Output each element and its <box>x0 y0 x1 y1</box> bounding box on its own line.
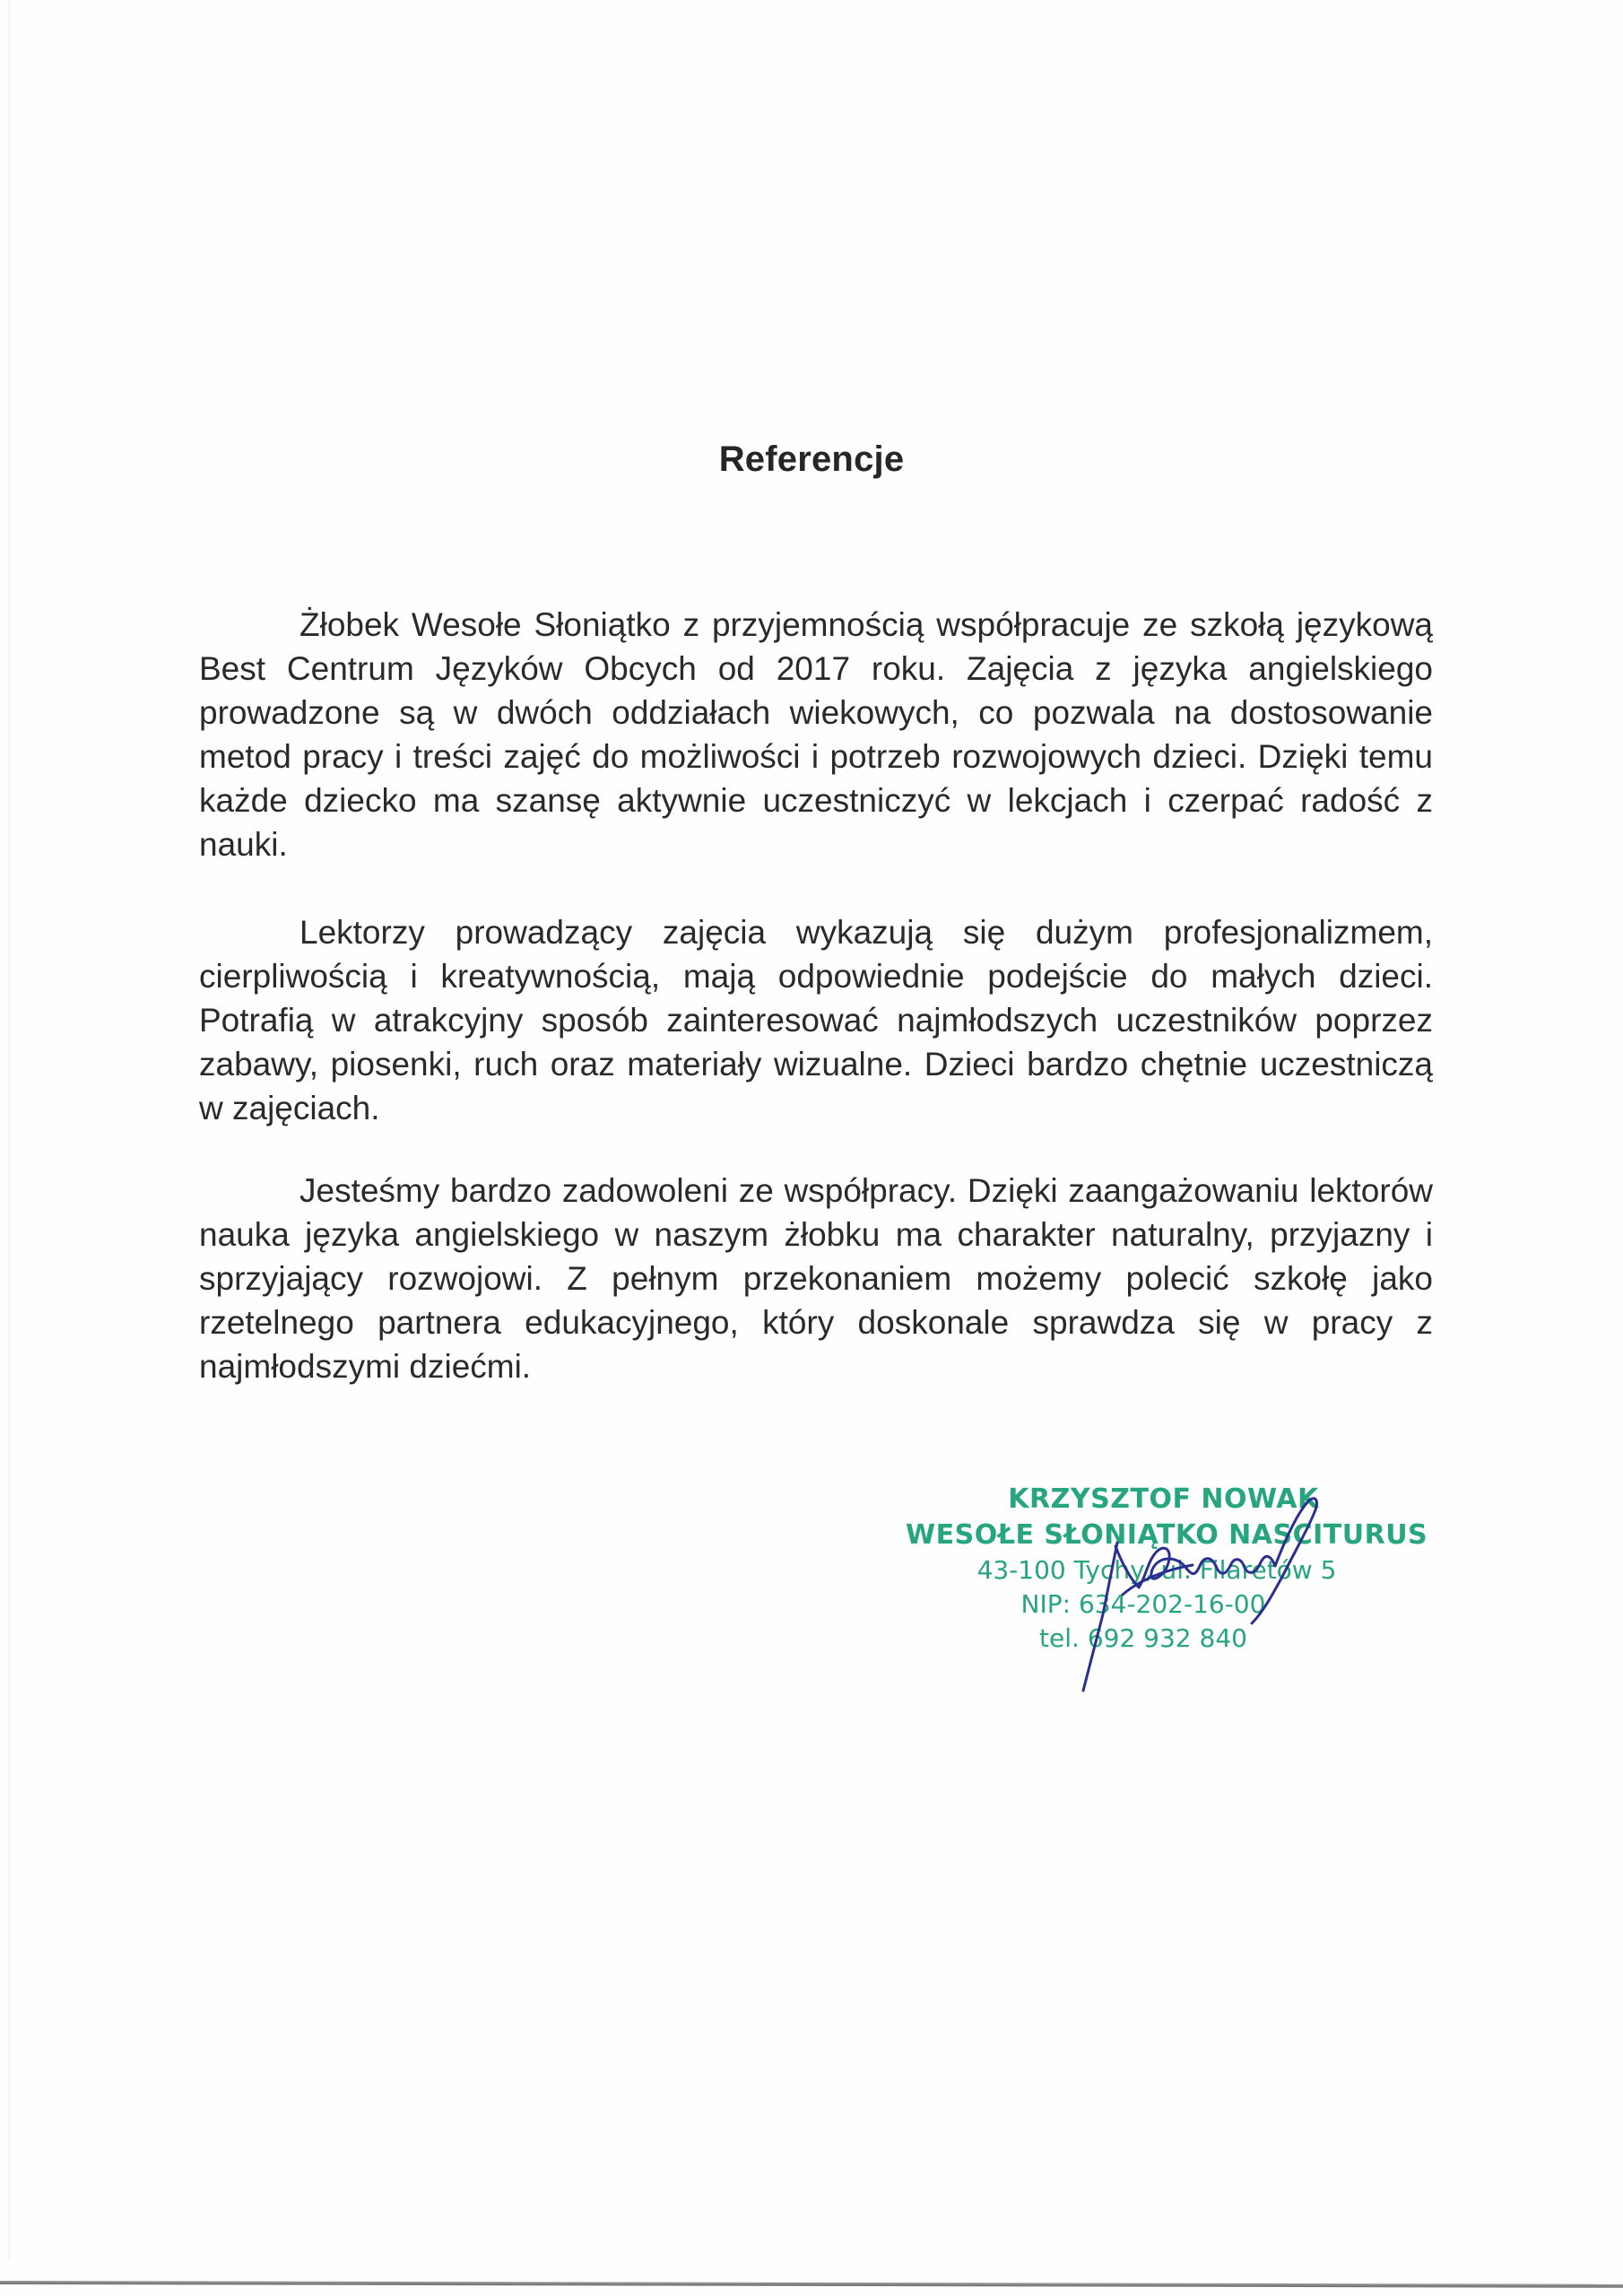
signature-stroke <box>1083 1543 1117 1691</box>
signature-strokes <box>1083 1499 1316 1691</box>
paragraph-2 <box>199 910 1433 1130</box>
stamp-organization: WESOŁE SŁONIĄTKO NASCITURUS <box>906 1519 1428 1551</box>
stamp-nip: NIP: 634-202-16-00 <box>1020 1589 1266 1619</box>
scan-bottom-edge <box>0 2281 1623 2288</box>
document-title: Referencje <box>718 439 905 479</box>
signature-stroke <box>1115 1546 1275 1587</box>
paragraph-text: Żłobek Wesołe Słoniątko z przyjemnością współpracuje ze szkołą językową Best Centrum Języków Obcych od 2017 roku. Zajęcia z języka angielskiego prowadzone są w dwóch oddziałach wiekowych, co pozwala na dostosowanie metod pracy i treści zajęć do możliwości i potrzeb rozwojowych dzieci. Dzięki temu każde dziecko ma szansę aktywnie uczestniczyć w lekcjach i czerpać radość z nauki. <box>199 606 1433 863</box>
scan-edge <box>9 0 10 2260</box>
paragraph-text: Jesteśmy bardzo zadowoleni ze współpracy. Dzięki zaangażowaniu lektorów nauka języka angielskiego w naszym żłobku ma charakter naturalny, przyjazny i sprzyjający rozwojowi. Z pełnym przekonaniem możemy polecić szkołę jako rzetelnego partnera edukacyjnego, który doskonale sprawdza się w pracy z najmłodszymi dziećmi. <box>199 1172 1433 1385</box>
stamp-name: KRZYSZTOF NOWAK <box>1008 1483 1319 1515</box>
stamp-address: 43-100 Tychy, ul. Filaretów 5 <box>976 1555 1337 1585</box>
paragraph-text: Lektorzy prowadzący zajęcia wykazują się dużym profesjonalizmem, cierpliwością i kreatywnością, mają odpowiednie podejście do małych dzieci. Potrafią w atrakcyjny sposób zainteresować najmłodszych uczestników poprzez zabawy, piosenki, ruch oraz materiały wizualne. Dzieci bardzo chętnie uczestniczą w zajęciach. <box>199 914 1433 1126</box>
stamp-phone: tel. 692 932 840 <box>1039 1623 1247 1653</box>
paragraph-3 <box>199 1169 1433 1388</box>
handwritten-signature <box>1040 1480 1381 1704</box>
paragraph-1 <box>199 603 1433 866</box>
